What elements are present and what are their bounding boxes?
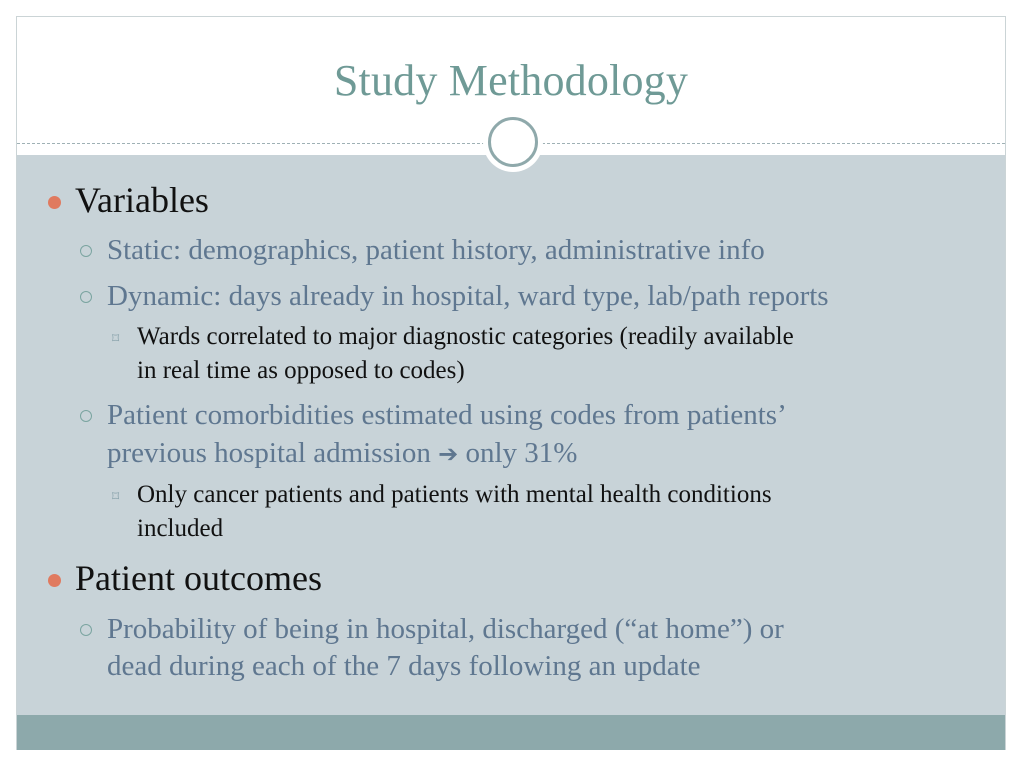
subitem-cancer-line2: included: [137, 515, 224, 542]
item-probability-line2: dead during each of the 7 days following an update: [107, 650, 701, 682]
section-heading-patient-outcomes: Patient outcomes: [75, 558, 322, 598]
section-heading-variables: Variables: [75, 180, 209, 220]
slide-title: Study Methodology: [333, 56, 689, 105]
item-static: Static: demographics, patient history, administrative info: [107, 234, 765, 266]
item-comorbidities-line2: [107, 434, 577, 473]
x-mark-bullet-icon: ⌑: [112, 331, 120, 347]
filled-circle-bullet-icon: [48, 574, 61, 587]
hollow-circle-bullet-icon: [80, 291, 92, 303]
x-mark-bullet-icon: ⌑: [112, 489, 120, 505]
filled-circle-bullet-icon: [48, 196, 61, 209]
hollow-circle-bullet-icon: [80, 410, 92, 422]
arrow-right-icon: ➔: [438, 440, 459, 468]
subitem-wards-line1: Wards correlated to major diagnostic categories (readily available: [137, 323, 794, 350]
hollow-circle-bullet-icon: [80, 245, 92, 257]
item-comorbidities-prefix: previous hospital admission: [107, 437, 431, 469]
ring-ornament-inner: [488, 117, 538, 167]
item-comorbidities-suffix: only 31%: [465, 437, 578, 469]
slide: [16, 16, 1006, 750]
item-probability-line1: Probability of being in hospital, discharged (“at home”) or: [107, 613, 784, 645]
item-dynamic: Dynamic: days already in hospital, ward type, lab/path reports: [107, 280, 829, 312]
subitem-wards-line2: in real time as opposed to codes): [137, 357, 465, 384]
footer-bar: [17, 715, 1005, 750]
hollow-circle-bullet-icon: [80, 624, 92, 636]
ring-ornament-icon: [483, 112, 543, 172]
item-comorbidities-line1: Patient comorbidities estimated using codes from patients’: [107, 399, 787, 431]
subitem-cancer-line1: Only cancer patients and patients with mental health conditions: [137, 481, 772, 508]
